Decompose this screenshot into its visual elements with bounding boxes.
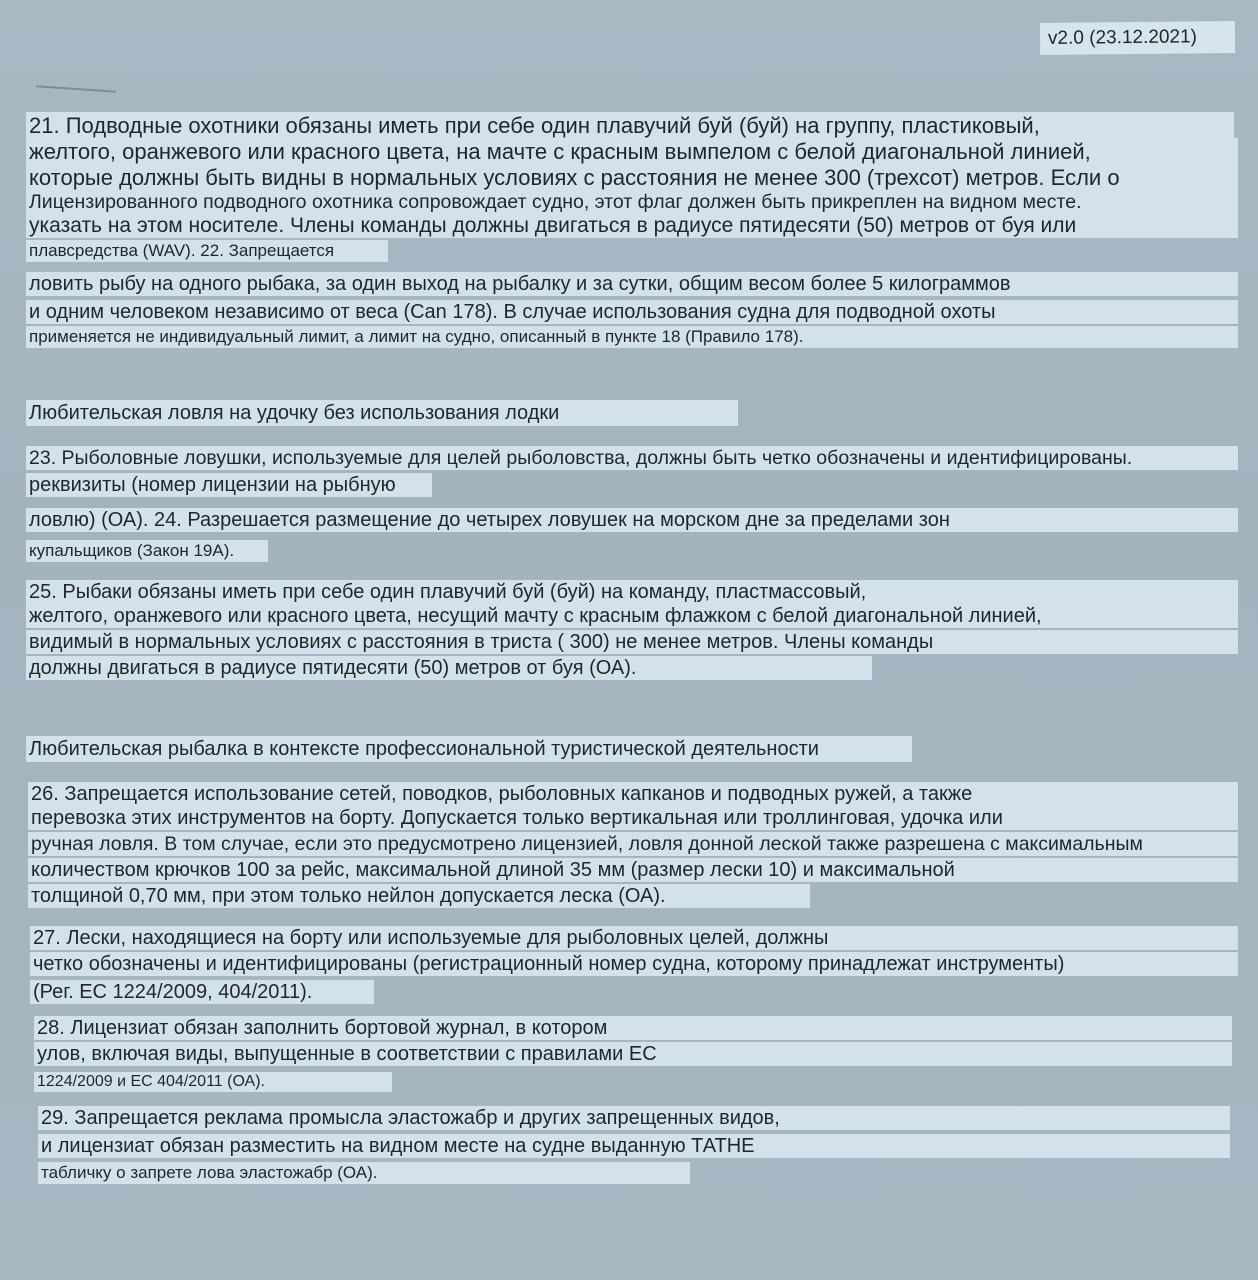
text-line: которые должны быть видны в нормальных условиях с расстояния не менее 300 (трехсот) метров. Если о	[26, 164, 1238, 191]
text-line: 27. Лески, находящиеся на борту или используемые для рыболовных целей, должны	[30, 926, 1238, 950]
text-line: 23. Рыболовные ловушки, используемые для целей рыболовства, должны быть четко обозначены и идентифицированы.	[26, 446, 1238, 470]
text-line: Лицензированного подводного охотника сопровождает судно, этот флаг должен быть прикреплен на видном месте.	[26, 190, 1238, 214]
text-line: должны двигаться в радиусе пятидесяти (50) метров от буя (ОА).	[26, 656, 872, 680]
section-heading-tourist-fishing: Любительская рыбалка в контексте профессиональной туристической деятельности	[26, 736, 912, 762]
text-line: перевозка этих инструментов на борту. Допускается только вертикальная или троллинговая, удочка или	[28, 806, 1238, 830]
pen-mark	[36, 85, 116, 99]
text-line: улов, включая виды, выпущенные в соответствии с правилами ЕС	[34, 1042, 1232, 1066]
text-line: 25. Рыбаки обязаны иметь при себе один плавучий буй (буй) на команду, пластмассовый,	[26, 580, 1238, 604]
text-line: 21. Подводные охотники обязаны иметь при себе один плавучий буй (буй) на группу, пластиковый,	[26, 112, 1234, 139]
text-line: плавсредства (WAV). 22. Запрещается	[26, 240, 388, 262]
text-line: указать на этом носителе. Члены команды должны двигаться в радиусе пятидесяти (50) метров от буя или	[26, 214, 1238, 238]
text-line: табличку о запрете лова эластожабр (ОА).	[38, 1162, 690, 1184]
text-line: четко обозначены и идентифицированы (регистрационный номер судна, которому принадлежат инструменты)	[30, 952, 1238, 976]
text-line: 26. Запрещается использование сетей, поводков, рыболовных капканов и подводных ружей, а также	[28, 782, 1238, 806]
text-line: реквизиты (номер лицензии на рыбную	[26, 473, 432, 497]
text-line: 29. Запрещается реклама промысла эластожабр и других запрещенных видов,	[38, 1106, 1230, 1130]
text-line: количеством крючков 100 за рейс, максимальной длиной 35 мм (размер лески 10) и максимальной	[28, 858, 1238, 882]
text-line: применяется не индивидуальный лимит, а лимит на судно, описанный в пункте 18 (Правило 178).	[26, 326, 1238, 348]
text-line: ловлю) (ОА). 24. Разрешается размещение до четырех ловушек на морском дне за пределами зон	[26, 508, 1238, 532]
text-line: и одним человеком независимо от веса (Can 178). В случае использования судна для подводной охоты	[26, 300, 1238, 324]
text-line: видимый в нормальных условиях с расстояния в триста ( 300) не менее метров. Члены команды	[26, 630, 1238, 654]
text-line: 28. Лицензиат обязан заполнить бортовой журнал, в котором	[34, 1016, 1232, 1040]
version-label: v2.0 (23.12.2021)	[1040, 21, 1235, 55]
text-line: желтого, оранжевого или красного цвета, на мачте с красным вымпелом с белой диагональной линией,	[26, 138, 1238, 165]
text-line: 1224/2009 и ЕС 404/2011 (ОА).	[34, 1072, 392, 1092]
section-heading-shore-fishing: Любительская ловля на удочку без использования лодки	[26, 400, 738, 426]
text-line: (Рег. ЕС 1224/2009, 404/2011).	[30, 980, 374, 1004]
text-line: желтого, оранжевого или красного цвета, несущий мачту с красным флажком с белой диагональной линией,	[26, 604, 1238, 628]
text-line: толщиной 0,70 мм, при этом только нейлон допускается леска (ОА).	[28, 884, 810, 908]
text-line: ловить рыбу на одного рыбака, за один выход на рыбалку и за сутки, общим весом более 5 килограммов	[26, 272, 1238, 296]
text-line: ручная ловля. В том случае, если это предусмотрено лицензией, ловля донной леской также разрешена с максимальным	[28, 832, 1238, 856]
text-line: и лицензиат обязан разместить на видном месте на судне выданную ТАТНЕ	[38, 1134, 1230, 1158]
text-line: купальщиков (Закон 19А).	[26, 540, 268, 562]
